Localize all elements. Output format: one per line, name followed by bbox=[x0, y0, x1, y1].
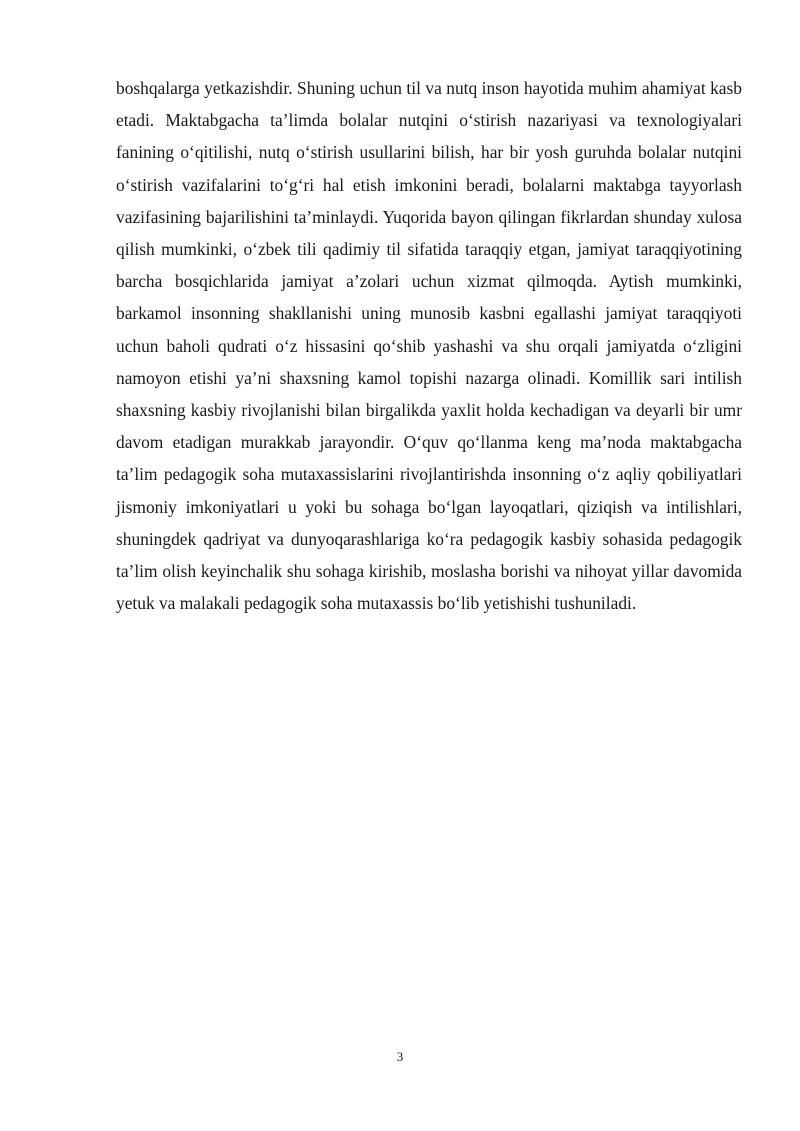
page-number: 3 bbox=[396, 1049, 404, 1064]
body-paragraph: boshqalarga yetkazishdir. Shuning uchun til va nutq inson hayotida muhim ahamiyat kasb etadi. Maktabgacha ta’limda bolalar nutqini o‘stirish nazariyasi va texnologiyalari fanining o‘qitilishi, nutq o‘stirish usullarini bilish, har bir yosh guruhda bolalar nutqini o‘stirish vazifalarini to‘g‘ri hal etish imkonini beradi, bolalarni maktabga tayyorlash vazifasining bajarilishini ta’minlaydi. Yuqorida bayon qilingan fikrlardan shunday xulosa qilish mumkinki, o‘zbek tili qadimiy til sifatida taraqqiy etgan, jamiyat taraqqiyotining barcha bosqichlarida jamiyat a’zolari uchun xizmat qilmoqda. Aytish mumkinki, barkamol insonning shakllanishi uning munosib kasbni egallashi jamiyat taraqqiyoti uchun baholi qudrati o‘z hissasini qo‘shib yashashi va shu orqali jamiyatda o‘zligini namoyon etishi ya’ni shaxsning kamol topishi nazarga olinadi. Komillik sari intilish shaxsning kasbiy rivojlanishi bilan birgalikda yaxlit holda kechadigan va deyarli bir umr davom etadigan murakkab jarayondir. O‘quv qo‘llanma keng ma’noda maktabgacha ta’lim pedagogik soha mutaxassislarini rivojlantirishda insonning o‘z aqliy qobiliyatlari jismoniy imkoniyatlari u yoki bu sohaga bo‘lgan layoqatlari, qiziqish va intilishlari, shuningdek qadriyat va dunyoqarashlariga ko‘ra pedagogik kasbiy sohasida pedagogik ta’lim olish keyinchalik shu sohaga kirishib, moslasha borishi va nihoyat yillar davomida yetuk va malakali pedagogik soha mutaxassis bo‘lib yetishishi tushuniladi. bbox=[116, 78, 742, 614]
